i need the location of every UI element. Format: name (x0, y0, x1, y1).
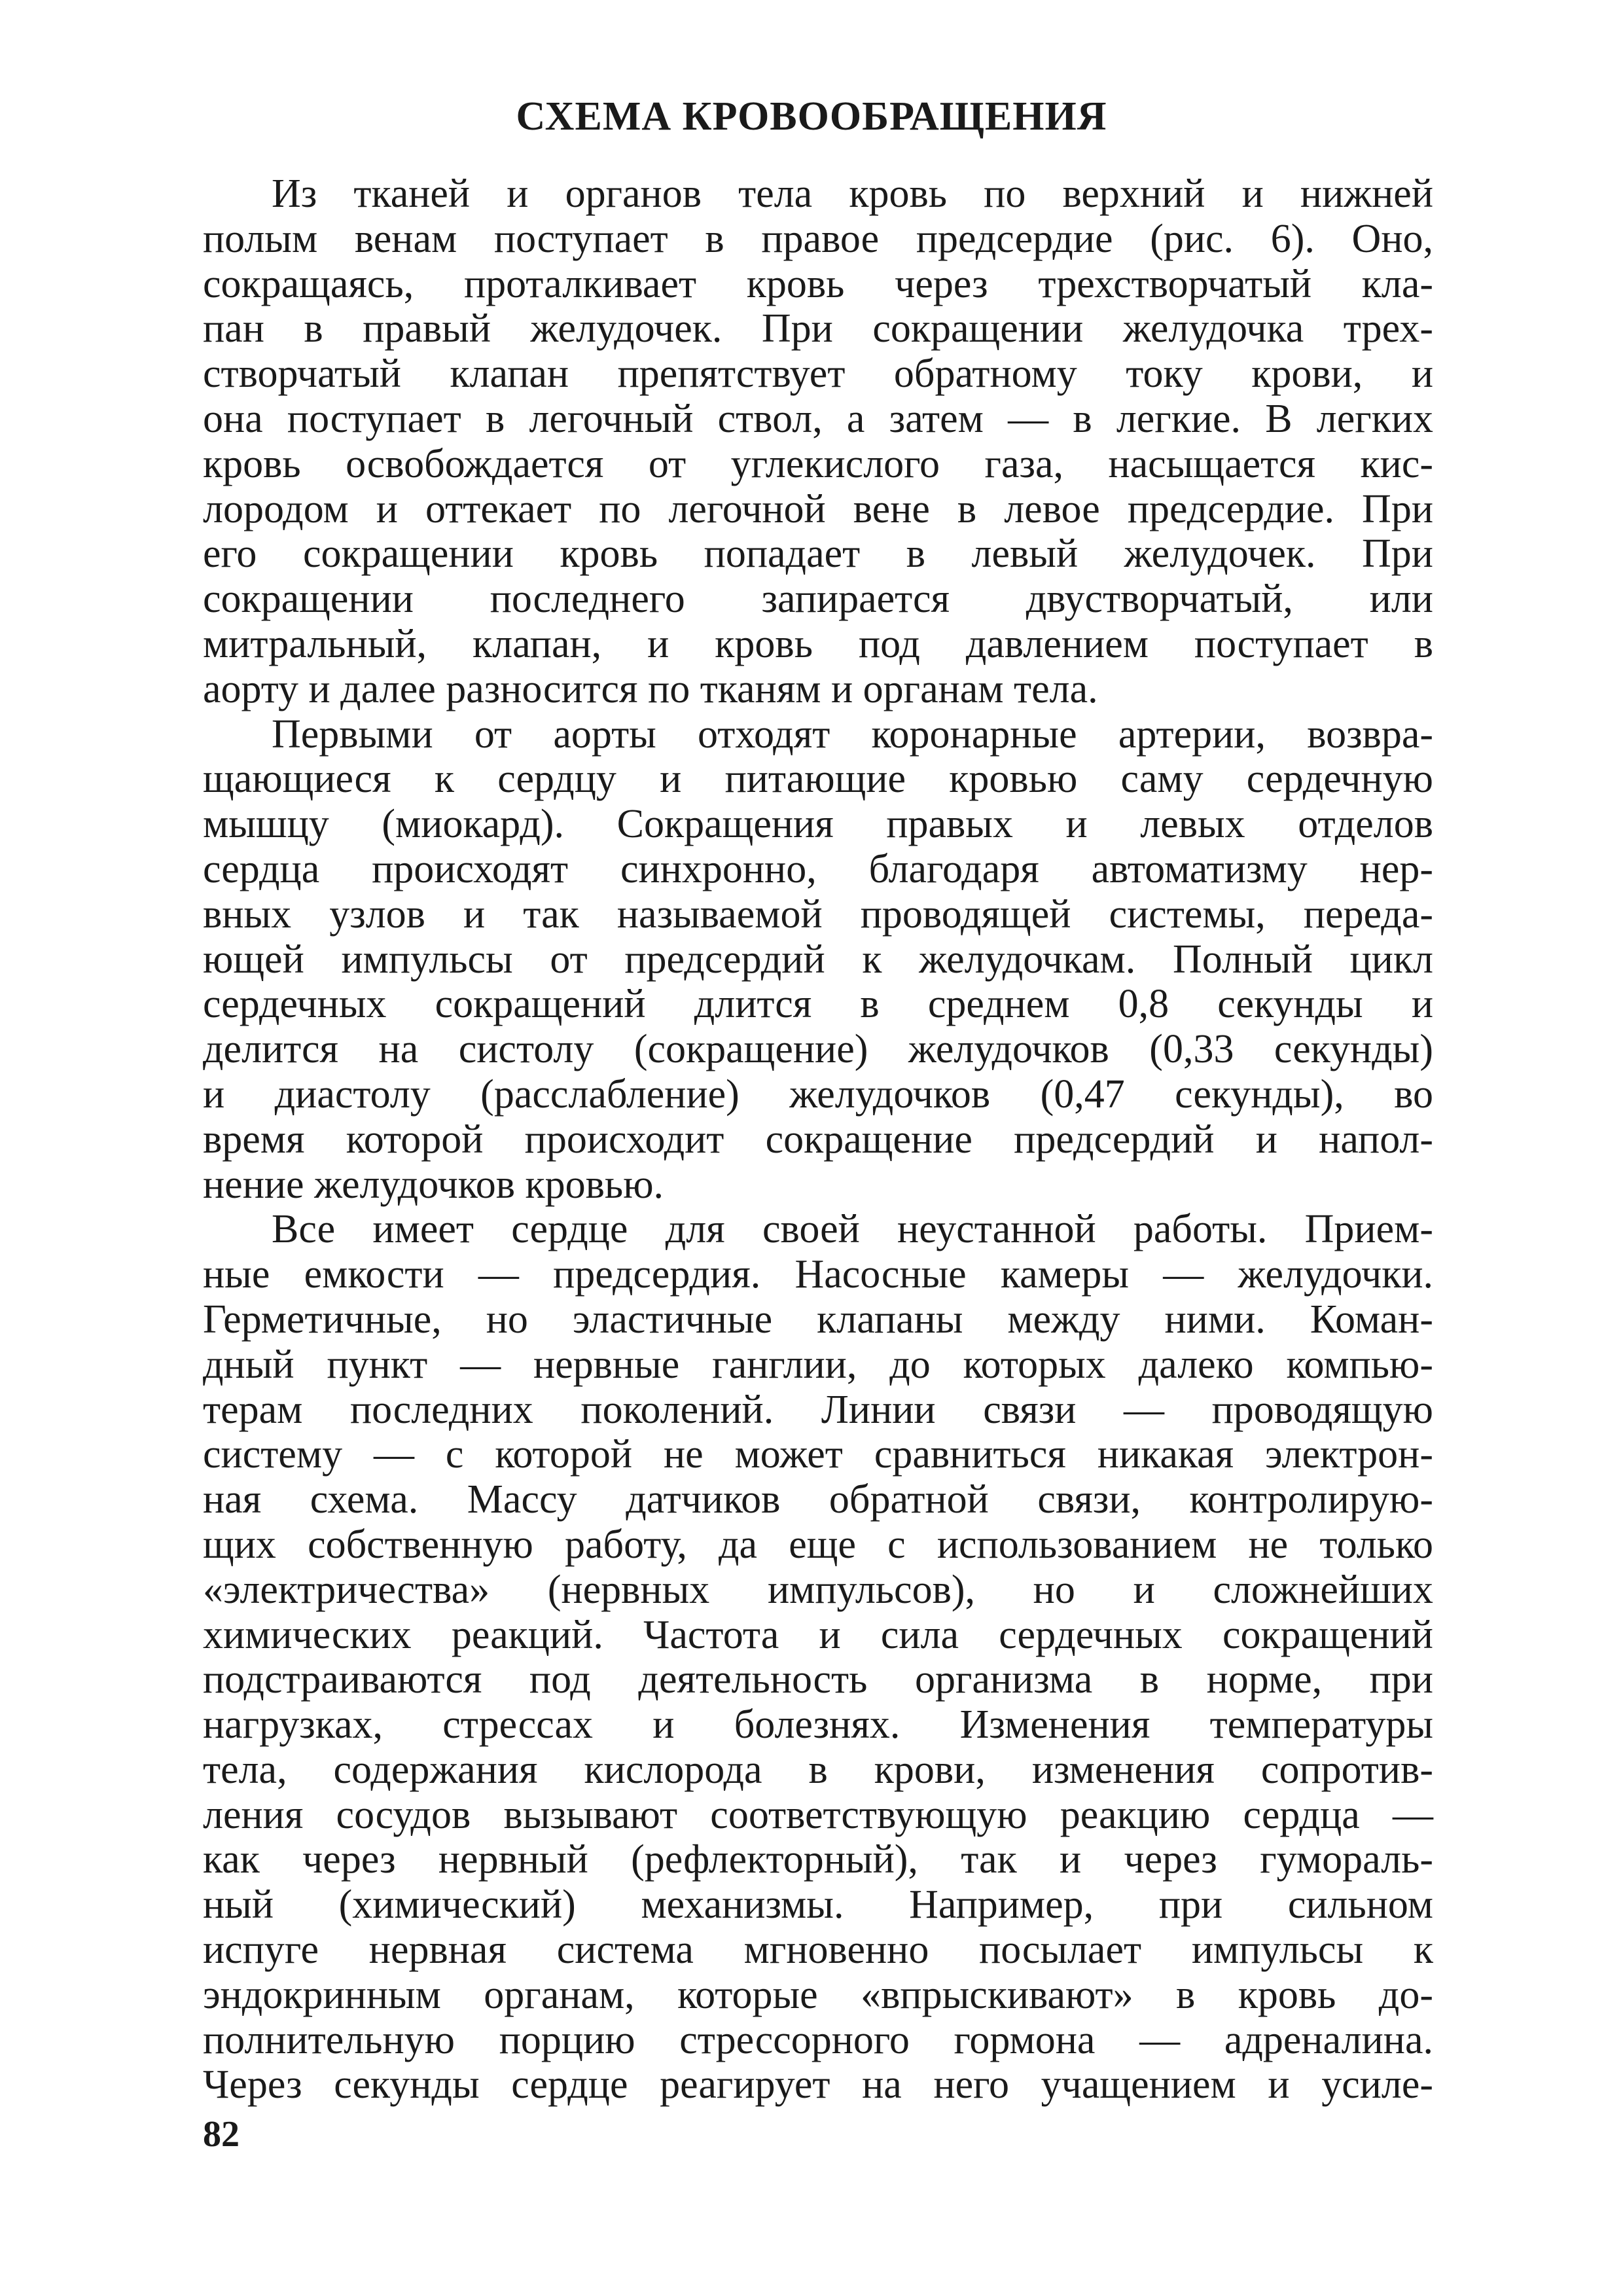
text-line: щающиеся к сердцу и питающие кровью саму сердечную (203, 757, 1433, 802)
text-line: сокращении последнего запирается двустворчатый, или (203, 577, 1433, 622)
text-line: испуге нервная система мгновенно посылает импульсы к (203, 1928, 1433, 1973)
text-line: «электричества» (нервных импульсов), но и сложнейших (203, 1567, 1433, 1612)
text-line: дный пункт — нервные ганглии, до которых далеко компью- (203, 1342, 1433, 1387)
body-text (203, 171, 1433, 2108)
text-line: митральный, клапан, и кровь под давлением поступает в (203, 621, 1433, 666)
text-line: систему — с которой не может сравниться никакая электрон- (203, 1432, 1433, 1477)
text-line: ная схема. Массу датчиков обратной связи, контролирую- (203, 1477, 1433, 1522)
text-line: сокращаясь, проталкивает кровь через трехстворчатый кла- (203, 261, 1433, 306)
text-line: химических реакций. Частота и сила сердечных сокращений (203, 1612, 1433, 1657)
text-line: вных узлов и так называемой проводящей системы, переда- (203, 891, 1433, 937)
text-line: кровь освобождается от углекислого газа, насыщается кис- (203, 441, 1433, 486)
text-line: Первыми от аорты отходят коронарные артерии, возвра- (272, 711, 1433, 757)
paragraph-3 (203, 1207, 1433, 2108)
page-title: СХЕМА КРОВООБРАЩЕНИЯ (516, 94, 1107, 139)
text-line: Из тканей и органов тела кровь по верхний и нижней (272, 171, 1433, 216)
text-line: как через нервный (рефлекторный), так и через гумораль- (203, 1837, 1433, 1882)
text-line: Все имеет сердце для своей неустанной работы. Прием- (272, 1207, 1433, 1252)
text-line: тела, содержания кислорода в крови, изменения сопротив- (203, 1747, 1433, 1792)
text-line: делится на систолу (сокращение) желудочков (0,33 секунды) (203, 1027, 1433, 1072)
text-line: щих собственную работу, да еще с использованием не только (203, 1522, 1433, 1567)
text-line: время которой происходит сокращение предсердий и напол- (203, 1117, 1433, 1162)
text-line: сердечных сокращений длится в среднем 0,8 секунды и (203, 982, 1433, 1027)
text-line: ющей импульсы от предсердий к желудочкам. Полный цикл (203, 937, 1433, 982)
text-line: полнительную порцию стрессорного гормона — адреналина. (203, 2017, 1433, 2062)
text-line: Через секунды сердце реагирует на него учащением и усиле- (203, 2062, 1433, 2108)
paragraph-1 (203, 171, 1433, 712)
text-line: и диастолу (расслабление) желудочков (0,47 секунды), во (203, 1071, 1433, 1117)
text-line: эндокринным органам, которые «впрыскивают» в кровь до- (203, 1972, 1433, 2017)
text-line: терам последних поколений. Линии связи — проводящую (203, 1387, 1433, 1432)
text-line: створчатый клапан препятствует обратному току крови, и (203, 351, 1433, 397)
text-line: нагрузках, стрессах и болезнях. Изменения температуры (203, 1702, 1433, 1748)
text-line: лородом и оттекает по легочной вене в левое предсердие. При (203, 486, 1433, 531)
page-number: 82 (203, 2114, 240, 2155)
text-line: ный (химический) механизмы. Например, при сильном (203, 1882, 1433, 1928)
text-line: подстраиваются под деятельность организма в норме, при (203, 1657, 1433, 1702)
text-line: аорту и далее разносится по тканям и органам тела. (203, 666, 1098, 711)
text-line: ные емкости — предсердия. Насосные камеры — желудочки. (203, 1252, 1433, 1297)
text-line: сердца происходят синхронно, благодаря автоматизму нер- (203, 846, 1433, 891)
paragraph-2 (203, 712, 1433, 1208)
text-line: полым венам поступает в правое предсердие (рис. 6). Оно, (203, 216, 1433, 261)
text-line: она поступает в легочный ствол, а затем — в легкие. В легких (203, 396, 1433, 441)
text-line: мышцу (миокард). Сокращения правых и левых отделов (203, 802, 1433, 847)
text-line: нение желудочков кровью. (203, 1162, 664, 1207)
text-line: пан в правый желудочек. При сокращении желудочка трех- (203, 306, 1433, 351)
text-line: ления сосудов вызывают соответствующую реакцию сердца — (203, 1792, 1433, 1837)
text-line: Герметичные, но эластичные клапаны между ними. Коман- (203, 1297, 1433, 1342)
text-line: его сокращении кровь попадает в левый желудочек. При (203, 531, 1433, 577)
